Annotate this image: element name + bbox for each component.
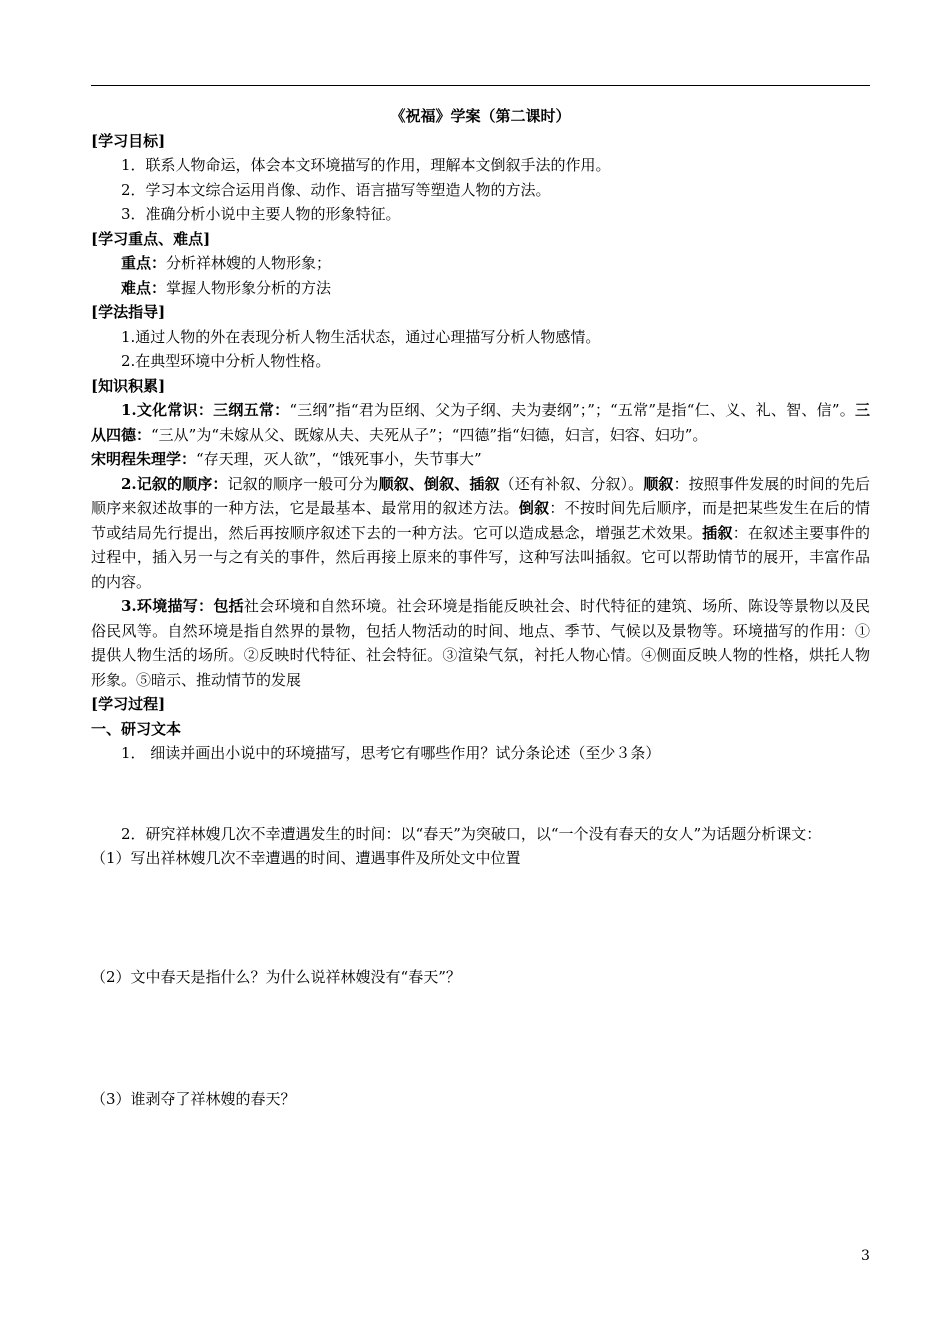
document-body — [91, 104, 870, 1112]
knowledge-heading: [知识积累] — [91, 376, 166, 395]
method-heading: [学法指导] — [91, 303, 166, 321]
method-item: 1.通过人物的外在表现分析人物生活状态，通过心理描写分析人物感情。 — [121, 327, 601, 346]
document-title: 《祝福》学案（第二课时） — [390, 107, 571, 125]
goal-item: 3．准确分析小说中主要人物的形象特征。 — [121, 205, 401, 223]
knowledge-environment: 3.环境描写：包括社会环境和自然环境。社会环境是指能反映社会、时代特征的建筑、场所、陈设等景物以及民俗民风等。自然环境是指自然界的景物，包括人物活动的时间、地点、季节、气候以及景物等。环境描写的作用：①提供人物生活的场所。②反映时代特征、社会特征。③渲染气氛，衬托人物心情。④侧面反映人物的性格，烘托人物形象。⑤暗示、推动情节的发展 — [91, 597, 870, 689]
process-subheading: 一、研习文本 — [91, 719, 182, 738]
goals-heading: [学习目标] — [91, 131, 166, 150]
knowledge-culture: 1.文化常识：三纲五常：“三纲”指“君为臣纲、父为子纲、夫为妻纲”；”；“五常”是指“仁、义、礼、智、信”。三从四德：“三从”为“未嫁从父、既嫁从夫、夫死从子”；“四德”指“妇德，妇言，妇容、妇功”。 — [91, 401, 870, 444]
question-2-1: （1）写出祥林嫂几次不幸遭遇的时间、遭遇事件及所处文中位置 — [91, 849, 521, 867]
goal-item: 1．联系人物命运，体会本文环境描写的作用，理解本文倒叙手法的作用。 — [121, 156, 611, 174]
method-item: 2.在典型环境中分析人物性格。 — [121, 352, 331, 370]
question-1: 1． 细读并画出小说中的环境描写，思考它有哪些作用？试分条论述（至少３条） — [121, 744, 661, 762]
question-2: 2．研究祥林嫂几次不幸遭遇发生的时间：以“春天”为突破口，以“一个没有春天的女人”为话题分析课文： — [121, 824, 822, 843]
process-heading: [学习过程] — [91, 695, 166, 713]
goal-item: 2．学习本文综合运用肖像、动作、语言描写等塑造人物的方法。 — [121, 180, 551, 199]
answer-space — [91, 989, 870, 1087]
question-2-2: （2）文中春天是指什么？为什么说祥林嫂没有“春天”？ — [91, 967, 461, 986]
knowledge-narrative-order: 2.记叙的顺序：记叙的顺序一般可分为顺叙、倒叙、插叙（还有补叙、分叙）。顺叙：按照事件发展的时间的先后顺序来叙述故事的一种方法，它是最基本、最常用的叙述方法。倒叙：不按时间先后顺序，而是把某些发生在后的情节或结局先行提出，然后再按顺序叙述下去的一种方法。它可以造成悬念，增强艺术效果。插叙：在叙述主要事件的过程中，插入另一与之有关的事件，然后再接上原来的事件写，这种写法叫插叙。它可以帮助情节的展开，丰富作品的内容。 — [91, 474, 870, 591]
header-rule — [91, 85, 870, 86]
answer-space — [91, 766, 870, 822]
difficult-point: 难点：掌握人物形象分析的方法 — [121, 278, 332, 297]
answer-space — [91, 871, 870, 965]
question-2-3: （3）谁剥夺了祥林嫂的春天？ — [91, 1090, 296, 1108]
knowledge-neo-confucian: 宋明程朱理学：“存天理，灭人欲”，“饿死事小，失节事大” — [91, 450, 482, 468]
key-heading: [学习重点、难点] — [91, 229, 211, 248]
page-number: 3 — [861, 1248, 870, 1264]
key-point: 重点：分析祥林嫂的人物形象； — [121, 254, 332, 272]
